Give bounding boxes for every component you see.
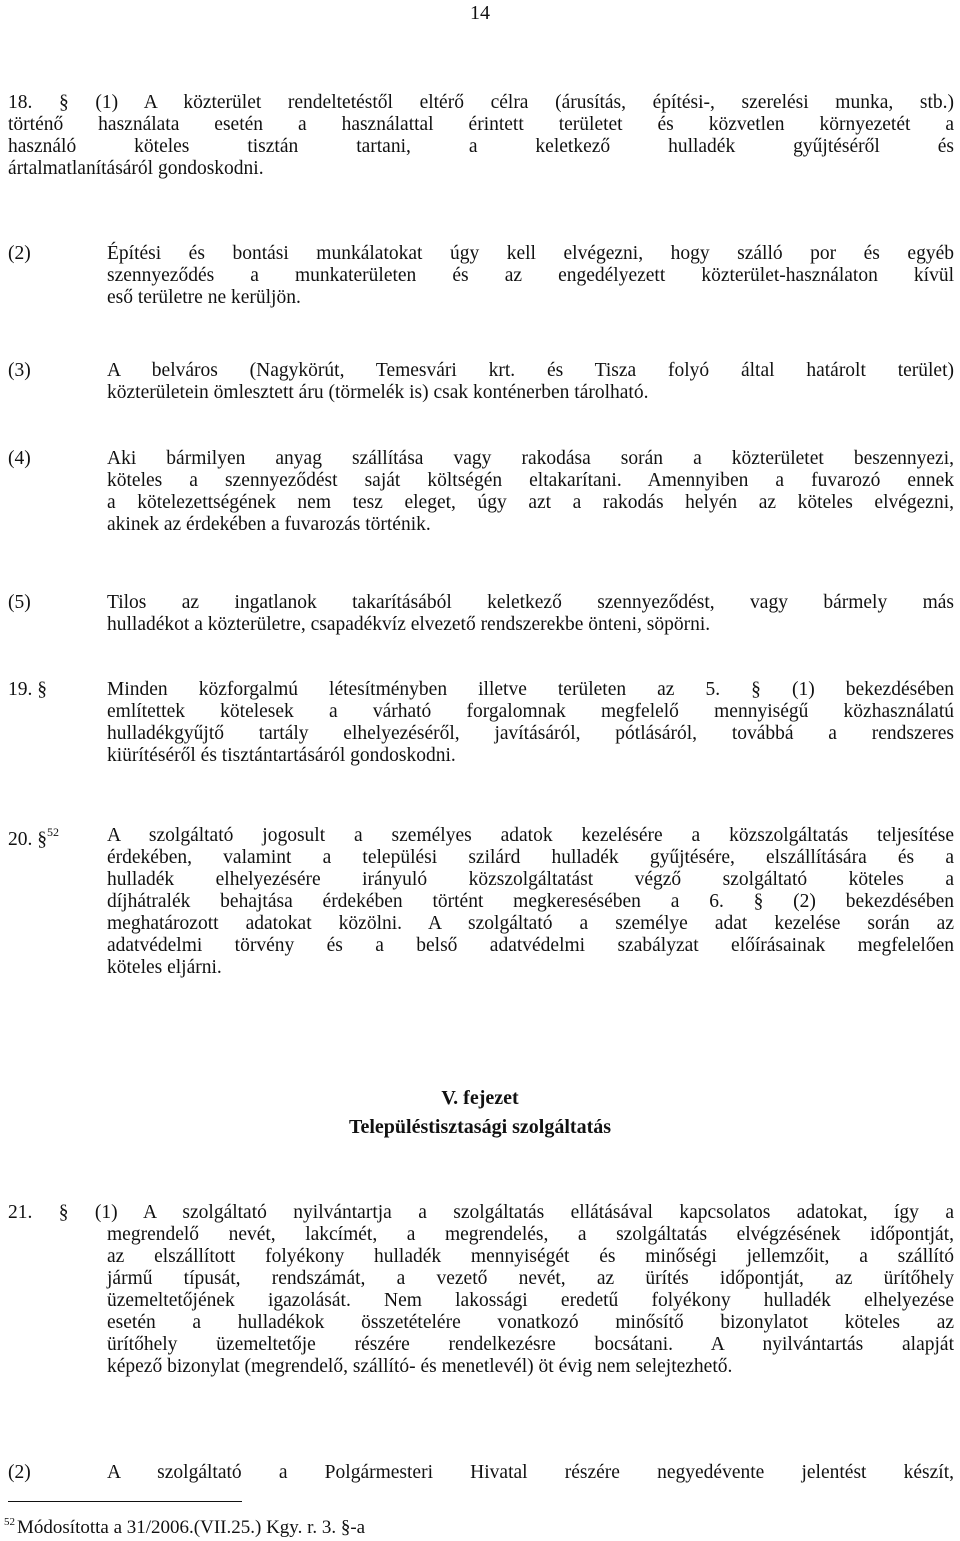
footnote <box>4 1510 365 1540</box>
text-line: kiürítéséről és tisztántartásáról gondoskodni. <box>107 745 456 766</box>
text-line: 18. § (1) A közterület rendeltetéstől eltérő célra (árusítás, építési-, szerelési munka, stb.) <box>8 92 954 113</box>
section-18-paragraph-3 <box>8 360 954 404</box>
text-line: érdekében, valamint a települési szilárd hulladék gyűjtésére, elszállítására és a <box>107 847 954 868</box>
text-line: ártalmatlanításáról gondoskodni. <box>8 158 264 179</box>
section-18-paragraph-4 <box>8 448 954 536</box>
text-line: 21. § (1) A szolgáltató nyilvántartja a szolgáltatás ellátásával kapcsolatos adatokat, így a <box>8 1202 954 1223</box>
paragraph-marker: (4) <box>8 448 31 469</box>
paragraph-marker: (2) <box>8 243 31 264</box>
text-line: A szolgáltató a Polgármesteri Hivatal részére negyedévente jelentést készít, <box>107 1462 954 1483</box>
text-line: szennyeződés a munkaterületen és az engedélyezett közterület-használaton kívül <box>107 265 954 286</box>
section-marker: 18. § (1) <box>8 92 119 113</box>
text-line: Aki bármilyen anyag szállítása vagy rakodása során a közterületet beszennyezi, <box>107 448 954 469</box>
section-20 <box>8 825 954 979</box>
page-number: 14 <box>470 2 490 24</box>
text-line: köteles a szennyeződést saját költségén eltakarítani. Amennyiben a fuvarozó ennek <box>107 470 954 491</box>
text-line: akinek az érdekében a fuvarozás történik. <box>107 514 431 535</box>
text-line: meghatározott adatokat közölni. A szolgáltató a személye adat kezelése során az <box>107 913 954 934</box>
section-marker: 19. § <box>8 679 47 700</box>
text-line: A belváros (Nagykörút, Temesvári krt. és Tisza folyó által határolt terület) <box>107 360 954 381</box>
footnote-number: 52 <box>4 1516 15 1528</box>
text-line: említettek kötelesek a várható forgalomnak megfelelő mennyiségű közhasználatú <box>107 701 954 722</box>
text-line: használó köteles tisztán tartani, a keletkező hulladék gyűjtéséről és <box>8 136 954 157</box>
paragraph-marker: (5) <box>8 592 31 613</box>
section-21-paragraph-2 <box>8 1462 954 1484</box>
paragraph-marker: (2) <box>8 1462 31 1483</box>
text-line: Minden közforgalmú létesítményben illetve területen az 5. § (1) bekezdésében <box>107 679 954 700</box>
text-line: Tilos az ingatlanok takarításából keletkező szennyeződést, vagy bármely más <box>107 592 954 613</box>
section-19 <box>8 679 954 767</box>
text-line: az elszállított folyékony hulladék mennyiségét és minőségi jellemzőit, a szállító <box>107 1246 954 1267</box>
text-line: hulladékgyűjtő tartály elhelyezéséről, javításáról, pótlásáról, továbbá a rendszeres <box>107 723 954 744</box>
section-18-paragraph-2 <box>8 243 954 309</box>
text-line: üzemeltetőjének igazolását. Nem lakossági eredetű folyékony hulladék elhelyezése <box>107 1290 954 1311</box>
footnote-reference[interactable]: 52 <box>47 825 59 839</box>
text-line: történő használata esetén a használattal érintett területet és közvetlen környezetét a <box>8 114 954 135</box>
section-18-paragraph-1 <box>8 92 954 180</box>
text-line: adatvédelmi törvény és a belső adatvédelmi szabályzat előírásainak megfelelően <box>107 935 954 956</box>
text-line: közterületein ömlesztett áru (törmelék is) csak konténerben tárolható. <box>107 382 649 403</box>
text-line: hulladék elhelyezésére irányuló közszolgáltatást végző szolgáltató köteles a <box>107 869 954 890</box>
text-line: köteles eljárni. <box>107 957 222 978</box>
chapter-title: Településtisztasági szolgáltatás <box>348 1116 612 1138</box>
chapter-number: V. fejezet <box>441 1087 519 1109</box>
text-line: a kötelezettségének nem tesz eleget, úgy azt a rakodás helyén az köteles elvégezni, <box>107 492 954 513</box>
section-marker: 21. § (1) <box>8 1202 118 1223</box>
text-line: képező bizonylat (megrendelő, szállító- és menetlevél) öt évig nem selejtezhető. <box>107 1356 733 1377</box>
section-marker: 20. §$^{52}$ <box>8 825 59 850</box>
section-21-paragraph-1 <box>8 1202 954 1378</box>
text-line: hulladékot a közterületre, csapadékvíz elvezető rendszerekbe önteni, söpörni. <box>107 614 711 635</box>
text-line: megrendelő nevét, lakcímét, a megrendelés, a szolgáltatás elvégzésének időpontját, <box>107 1224 954 1245</box>
text-line: Építési és bontási munkálatokat úgy kell elvégezni, hogy szálló por és egyéb <box>107 243 954 264</box>
text-line: eső területre ne kerüljön. <box>107 287 301 308</box>
text-line: jármű típusát, rendszámát, a vezető nevét, az ürítés időpontját, az ürítőhely <box>107 1268 954 1289</box>
text-line: ürítőhely üzemeltetője részére rendelkezésre bocsátani. A nyilvántartás alapját <box>107 1334 954 1355</box>
paragraph-marker: (3) <box>8 360 31 381</box>
section-18-paragraph-5 <box>8 592 954 636</box>
footnote-divider <box>8 1501 242 1502</box>
text-line: díjhátralék behajtása érdekében történt megkeresésében a 6. § (2) bekezdésében <box>107 891 954 912</box>
text-line: A szolgáltató jogosult a személyes adatok kezelésére a közszolgáltatás teljesítése <box>107 825 954 846</box>
footnote-text: Módosította a 31/2006.(VII.25.) Kgy. r. 3. §-a <box>17 1517 366 1538</box>
text-line: esetén a hulladékok összetételére vonatkozó minősítő bizonylatot köteles az <box>107 1312 954 1333</box>
